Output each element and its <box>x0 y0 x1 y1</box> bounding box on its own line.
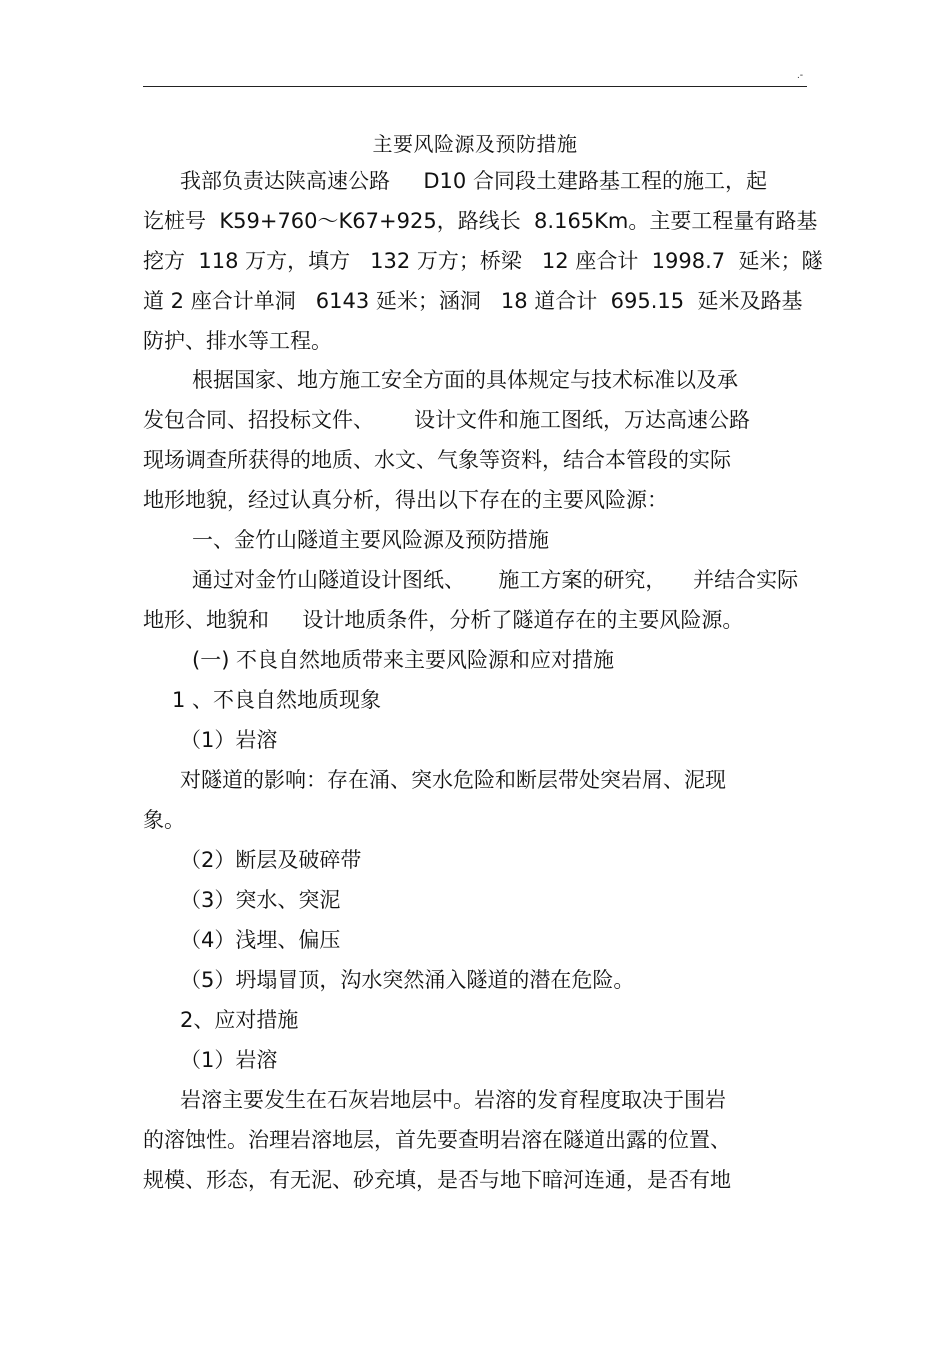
paragraph-line: 通过对金竹山隧道设计图纸、 施工方案的研究， 并结合实际 <box>192 568 799 592</box>
document-title: 主要风险源及预防措施 <box>372 132 578 156</box>
paragraph-line: 地形地貌，经过认真分析，得出以下存在的主要风险源： <box>143 488 668 512</box>
paragraph-line: 现场调查所获得的地质、水文、气象等资料，结合本管段的实际 <box>143 448 731 472</box>
list-item: （1）岩溶 <box>180 1048 278 1072</box>
paragraph-line: 岩溶主要发生在石灰岩地层中。岩溶的发育程度取决于围岩 <box>180 1088 726 1112</box>
paragraph-line: 对隧道的影响：存在涌、突水危险和断层带处突岩屑、泥现 <box>180 768 726 792</box>
list-item: （3）突水、突泥 <box>180 888 341 912</box>
paragraph-line: 根据国家、地方施工安全方面的具体规定与技术标准以及承 <box>192 368 738 392</box>
subsection-heading: (一) 不良自然地质带来主要风险源和应对措施 <box>192 648 615 672</box>
list-item: （1）岩溶 <box>180 728 278 752</box>
list-heading: 1 、不良自然地质现象 <box>172 688 382 712</box>
paragraph-line: 规模、形态，有无泥、砂充填，是否与地下暗河连通，是否有地 <box>143 1168 731 1192</box>
section-heading: 一、金竹山隧道主要风险源及预防措施 <box>192 528 549 552</box>
header-rule <box>143 86 807 87</box>
list-heading: 2、应对措施 <box>180 1008 299 1032</box>
header-mark: .- <box>797 70 804 81</box>
paragraph-line: 我部负责达陕高速公路 D10 合同段土建路基工程的施工，起 <box>180 169 767 193</box>
paragraph-line: 道 2 座合计单洞 6143 延米；涵洞 18 道合计 695.15 延米及路基 <box>143 289 803 313</box>
paragraph-line: 象。 <box>143 808 185 832</box>
paragraph-line: 发包合同、招投标文件、 设计文件和施工图纸，万达高速公路 <box>143 408 751 432</box>
paragraph-line: 讫桩号 K59+760～K67+925，路线长 8.165Km。主要工程量有路基 <box>143 209 818 233</box>
paragraph-line: 防护、排水等工程。 <box>143 329 332 353</box>
paragraph-line: 挖方 118 万方，填方 132 万方；桥梁 12 座合计 1998.7 延米；隧 <box>143 249 823 273</box>
list-item: （4）浅埋、偏压 <box>180 928 341 952</box>
paragraph-line: 的溶蚀性。治理岩溶地层，首先要查明岩溶在隧道出露的位置、 <box>143 1128 731 1152</box>
list-item: （5）坍塌冒顶，沟水突然涌入隧道的潜在危险。 <box>180 968 635 992</box>
paragraph-line: 地形、地貌和 设计地质条件，分析了隧道存在的主要风险源。 <box>143 608 744 632</box>
list-item: （2）断层及破碎带 <box>180 848 362 872</box>
